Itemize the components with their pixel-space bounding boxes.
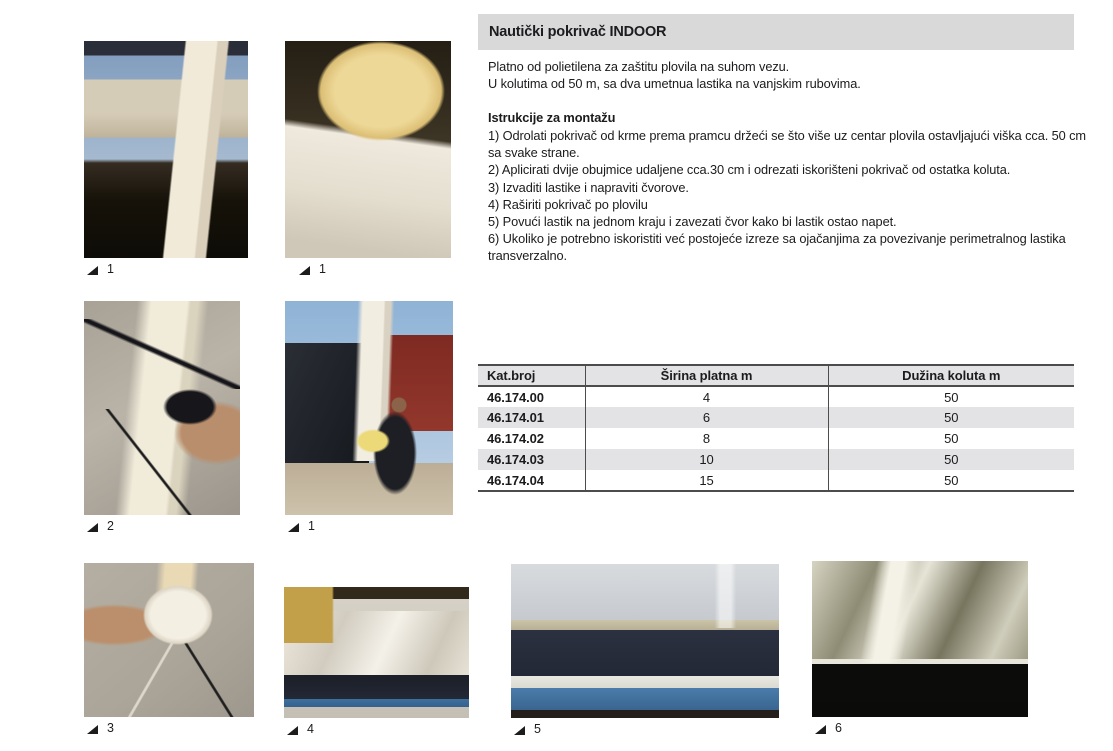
photo-number: 2	[107, 519, 114, 533]
photo-number: 3	[107, 721, 114, 735]
page-title: Nautički pokrivač INDOOR	[489, 24, 667, 40]
covered-boat-photo	[284, 587, 469, 718]
photo-number: 5	[534, 722, 541, 736]
triangle-marker-icon	[287, 726, 298, 735]
triangle-marker-icon	[514, 726, 525, 735]
photo-caption	[87, 521, 240, 532]
photo-step-1	[84, 41, 248, 275]
instruction-step: 1) Odrolati pokrivač od krme prema pramcu držeći se što više uz centar plovila ostavljajući viška cca. 50 cm sa svake strane.	[488, 128, 1086, 161]
column-header-sirina: Širina platna m	[585, 365, 828, 386]
table-row	[478, 407, 1074, 428]
photo-number: 1	[319, 262, 326, 276]
photo-step-7	[511, 564, 779, 735]
hand-elastic-knot-photo	[84, 563, 254, 717]
instructions-heading: Istrukcije za montažu	[488, 110, 616, 125]
table-row	[478, 449, 1074, 470]
table-row	[478, 470, 1074, 491]
table-row	[478, 386, 1074, 407]
table-row	[478, 428, 1074, 449]
cell-katbroj: 46.174.02	[487, 431, 544, 446]
cell-duzina: 50	[828, 449, 1074, 470]
instructions-list	[488, 127, 1088, 265]
photo-caption	[288, 521, 453, 532]
photo-step-2	[285, 41, 451, 275]
instruction-step: 5) Povući lastik na jednom kraju i zavezati čvor kako bi lastik ostao napet.	[488, 214, 897, 230]
triangle-marker-icon	[288, 523, 299, 532]
man-unrolling-photo	[285, 301, 453, 515]
cell-sirina: 4	[585, 386, 828, 407]
cell-katbroj: 46.174.03	[478, 449, 585, 470]
column-header-duzina: Dužina koluta m	[828, 365, 1074, 386]
product-description	[488, 58, 1088, 92]
photo-caption	[87, 723, 254, 734]
cell-sirina: 6	[585, 407, 828, 428]
photo-number: 6	[835, 721, 842, 735]
film-roll-on-table-photo	[285, 41, 451, 258]
film-closeup-photo	[812, 561, 1028, 717]
description-line: Platno od polietilena za zaštitu plovila na suhom vezu.	[488, 59, 790, 74]
triangle-marker-icon	[87, 725, 98, 734]
boat-stern-unrolling-photo	[84, 41, 248, 258]
photo-step-8	[812, 561, 1028, 734]
cell-duzina: 50	[828, 386, 1074, 407]
cell-duzina: 50	[828, 470, 1074, 491]
scissors-cutting-photo	[84, 301, 240, 515]
photo-caption	[514, 724, 779, 735]
photo-number: 4	[307, 722, 314, 736]
photo-step-6	[284, 587, 469, 735]
cell-sirina: 8	[585, 428, 828, 449]
triangle-marker-icon	[87, 523, 98, 532]
instruction-step: 2) Aplicirati dvije obujmice udaljene cca.30 cm i odrezati iskorišteni pokrivač od ostatka koluta.	[488, 162, 1011, 178]
photo-caption	[287, 724, 469, 735]
hull-cover-edge-photo	[511, 564, 779, 718]
cell-duzina: 50	[828, 428, 1074, 449]
cell-katbroj: 46.174.04	[478, 470, 585, 491]
cell-katbroj: 46.174.00	[487, 389, 544, 405]
instruction-step: 6) Ukoliko je potrebno iskoristiti već postojeće izreze sa ojačanjima za povezivanje perimetralnog lastika transverzalno.	[488, 231, 1066, 264]
section-title-bar	[478, 14, 1074, 50]
photo-number: 1	[308, 519, 315, 533]
instruction-step: 4) Raširiti pokrivač po plovilu	[488, 196, 648, 212]
photo-step-4	[285, 301, 453, 532]
photo-step-3	[84, 301, 240, 532]
photo-step-5	[84, 563, 254, 734]
spec-table	[478, 364, 1074, 492]
cell-katbroj: 46.174.01	[478, 407, 585, 428]
triangle-marker-icon	[815, 725, 826, 734]
table-header-row	[478, 365, 1074, 386]
triangle-marker-icon	[299, 266, 310, 275]
cell-duzina: 50	[828, 407, 1074, 428]
cell-sirina: 15	[585, 470, 828, 491]
photo-caption	[87, 264, 248, 275]
photo-number: 1	[107, 262, 114, 276]
triangle-marker-icon	[87, 266, 98, 275]
column-header-katbroj: Kat.broj	[478, 365, 585, 386]
photo-caption	[299, 264, 451, 275]
description-line: U kolutima od 50 m, sa dva umetnua lastika na vanjskim rubovima.	[488, 76, 861, 91]
photo-caption	[815, 723, 1028, 734]
instruction-step: 3) Izvaditi lastike i napraviti čvorove.	[488, 179, 689, 195]
cell-sirina: 10	[585, 449, 828, 470]
